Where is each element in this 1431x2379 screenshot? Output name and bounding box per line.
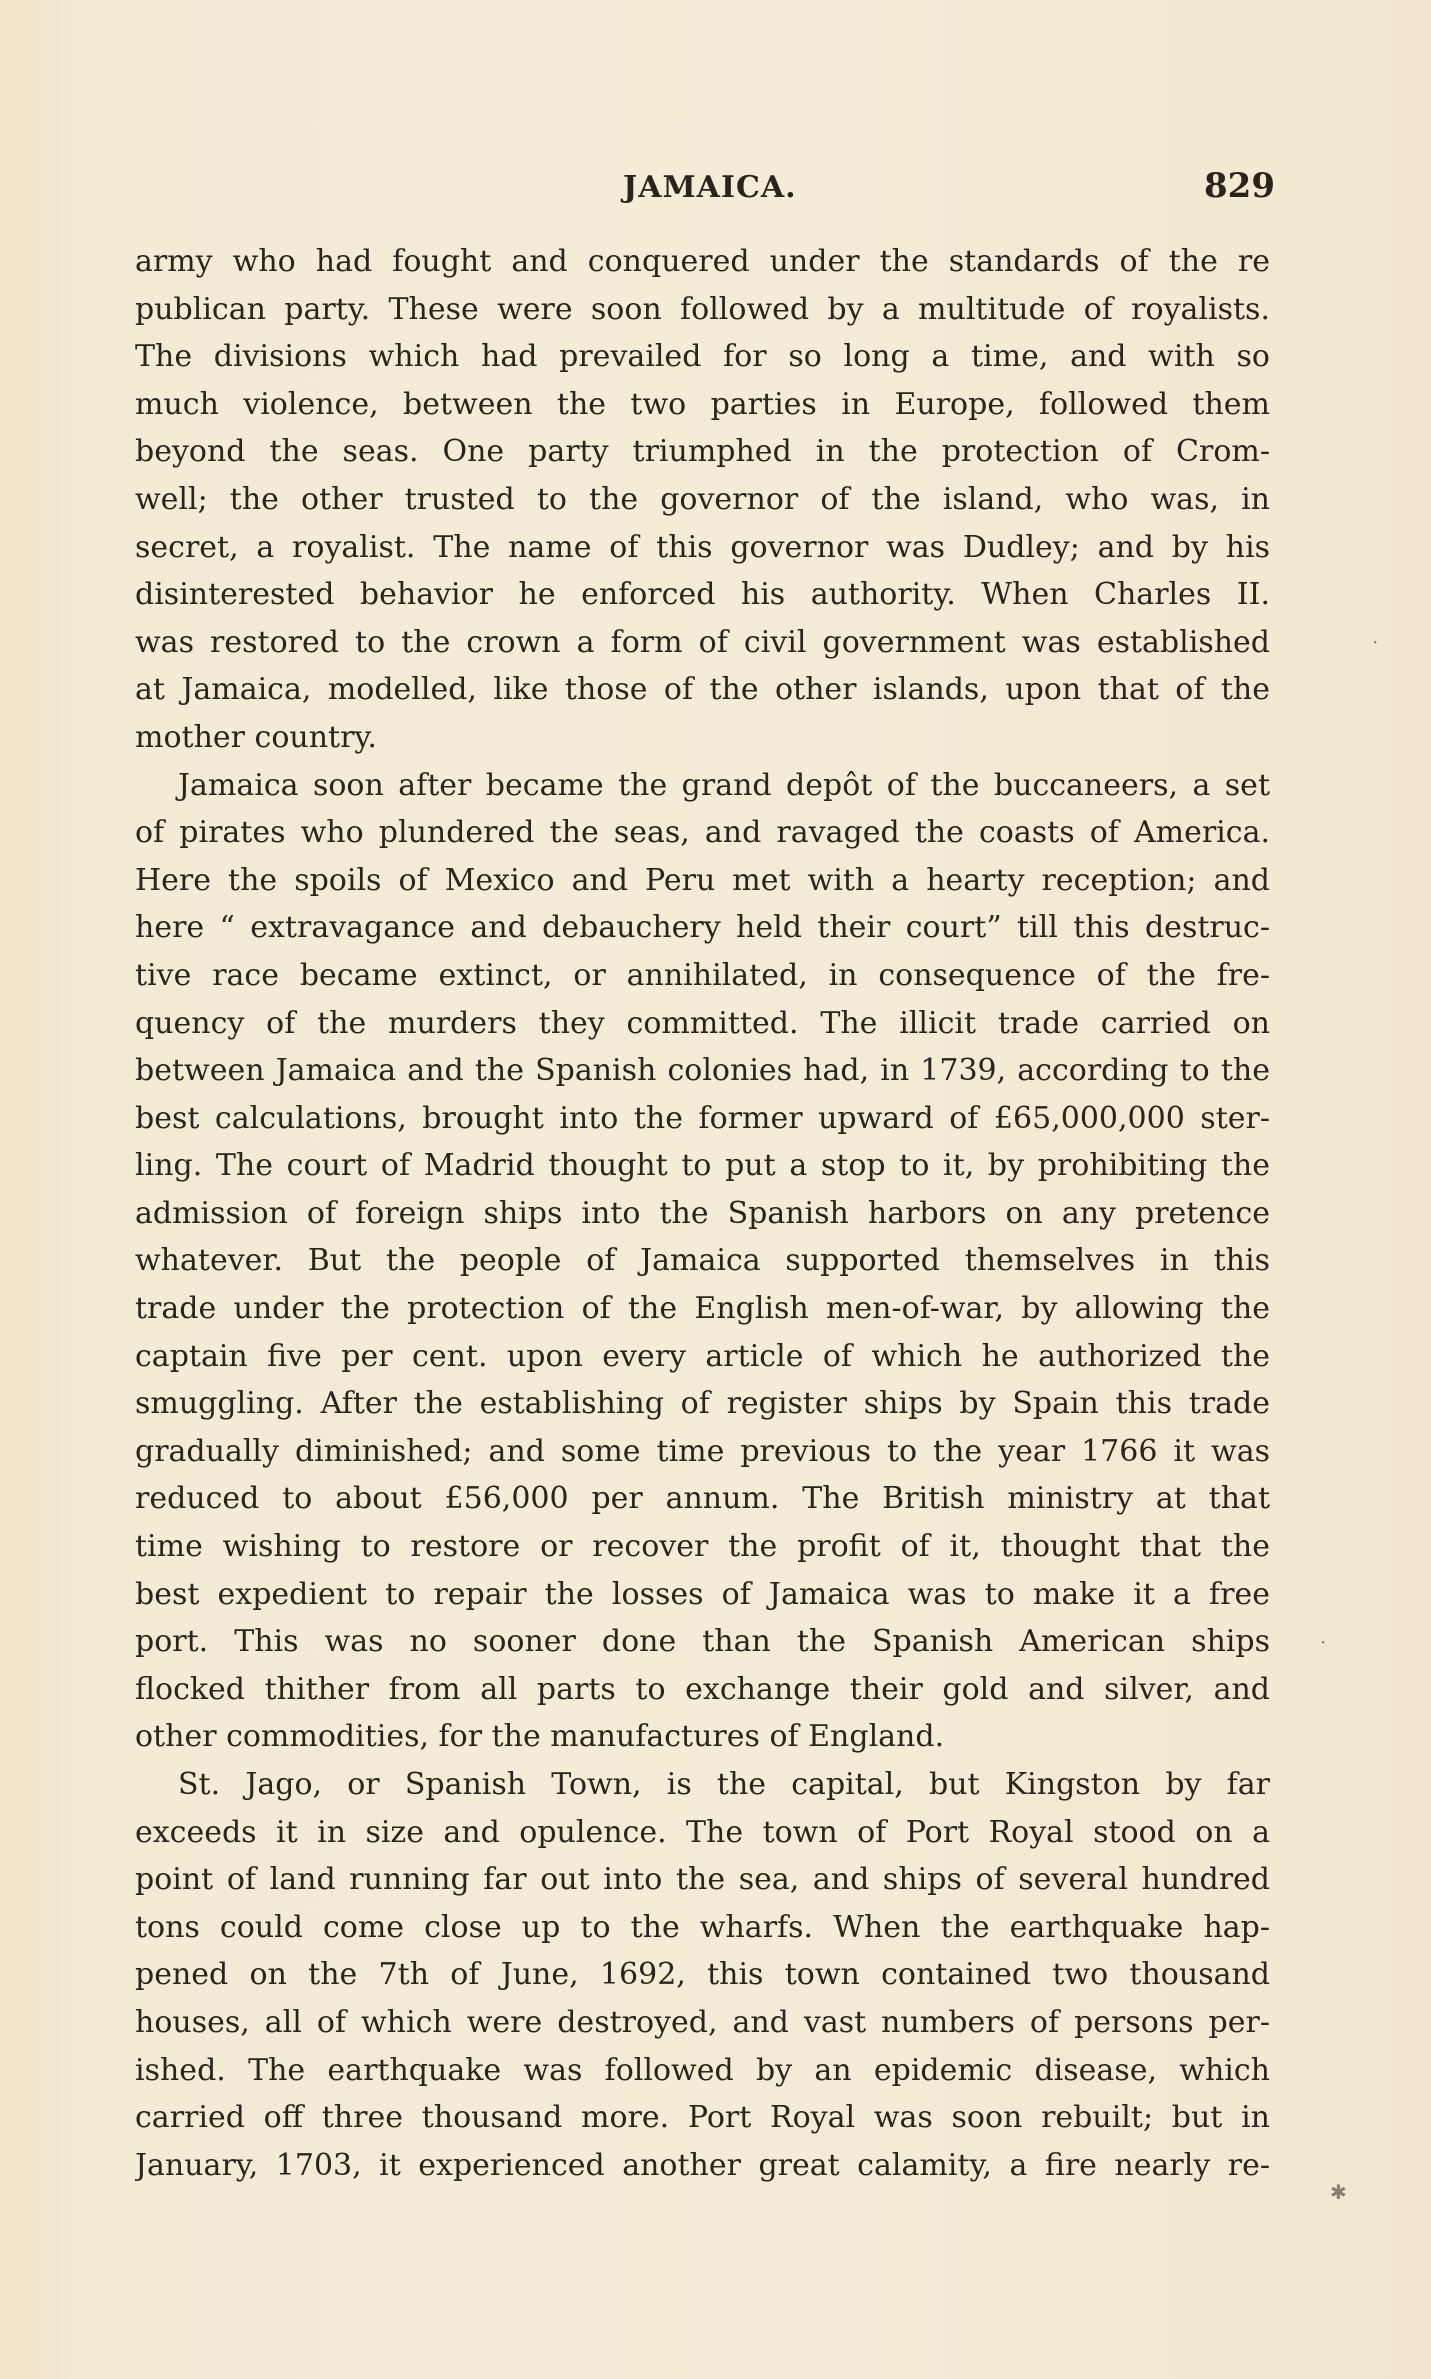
text-line: point of land running far out into the sea, and ships of several hundred <box>135 1862 1270 1898</box>
paragraph <box>135 238 1270 762</box>
body-text <box>135 238 1270 2189</box>
text-line: here “ extravagance and debauchery held their court” till this destruc- <box>135 910 1270 946</box>
text-line: ling. The court of Madrid thought to put a stop to it, by prohibiting the <box>135 1148 1270 1184</box>
text-line: January, 1703, it experienced another great calamity, a fire nearly re- <box>135 2147 1270 2183</box>
text-line: beyond the seas. One party triumphed in the protection of Crom- <box>135 434 1270 470</box>
text-line: smuggling. After the establishing of register ships by Spain this trade <box>135 1386 1270 1422</box>
text-line: St. Jago, or Spanish Town, is the capital, but Kingston by far <box>178 1767 1270 1802</box>
text-line: time wishing to restore or recover the profit of it, thought that the <box>135 1529 1270 1565</box>
text-line: much violence, between the two parties in Europe, followed them <box>135 386 1270 422</box>
text-line: Jamaica soon after became the grand depôt of the buccaneers, a set <box>178 767 1270 803</box>
paragraph <box>135 762 1270 1761</box>
text-line: whatever. But the people of Jamaica supported themselves in this <box>135 1243 1270 1279</box>
text-line: reduced to about £56,000 per annum. The British ministry at that <box>135 1481 1270 1517</box>
text-line: mother country. <box>135 719 377 755</box>
margin-mark: ✱ <box>1330 2180 1347 2204</box>
text-line: well; the other trusted to the governor of the island, who was, in <box>135 481 1270 517</box>
text-line: of pirates who plundered the seas, and ravaged the coasts of America. <box>135 815 1270 851</box>
text-line: publican party. These were soon followed by a multitude of royalists. <box>135 291 1270 327</box>
text-line: captain five per cent. upon every article of which he authorized the <box>135 1338 1270 1374</box>
text-line: houses, all of which were destroyed, and vast numbers of persons per- <box>135 2004 1270 2040</box>
page-header <box>135 160 1275 210</box>
text-line: trade under the protection of the English men-of-war, by allowing the <box>135 1291 1270 1327</box>
text-line: disinterested behavior he enforced his authority. When Charles II. <box>135 577 1270 613</box>
page-number: 829 <box>1204 166 1275 206</box>
text-line: other commodities, for the manufactures of England. <box>135 1719 945 1755</box>
text-line: secret, a royalist. The name of this governor was Dudley; and by his <box>135 529 1270 565</box>
text-line: between Jamaica and the Spanish colonies had, in 1739, according to the <box>135 1053 1270 1089</box>
text-line: at Jamaica, modelled, like those of the other islands, upon that of the <box>135 672 1270 708</box>
text-line: was restored to the crown a form of civil government was established <box>135 624 1270 660</box>
text-line: quency of the murders they committed. The illicit trade carried on <box>135 1005 1270 1041</box>
text-line: army who had fought and conquered under the standards of the re <box>135 244 1270 279</box>
text-line: Here the spoils of Mexico and Peru met with a hearty reception; and <box>135 862 1270 898</box>
text-line: flocked thither from all parts to exchange their gold and silver, and <box>135 1671 1270 1707</box>
text-line: port. This was no sooner done than the Spanish American ships <box>135 1624 1270 1660</box>
text-line: admission of foreign ships into the Spanish harbors on any pretence <box>135 1195 1270 1231</box>
text-line: ished. The earthquake was followed by an epidemic disease, which <box>135 2052 1270 2088</box>
text-line: best expedient to repair the losses of Jamaica was to make it a free <box>135 1576 1270 1612</box>
text-line: exceeds it in size and opulence. The town of Port Royal stood on a <box>135 1814 1270 1850</box>
text-line: tive race became extinct, or annihilated, in consequence of the fre- <box>135 957 1270 993</box>
paragraph <box>135 1761 1270 2189</box>
margin-mark: · <box>1320 1630 1327 1654</box>
text-line: tons could come close up to the wharfs. When the earthquake hap- <box>135 1909 1270 1945</box>
margin-mark: · <box>1372 630 1379 654</box>
text-line: The divisions which had prevailed for so long a time, and with so <box>135 339 1270 375</box>
text-line: carried off three thousand more. Port Royal was soon rebuilt; but in <box>135 2100 1270 2136</box>
text-line: best calculations, brought into the former upward of £65,000,000 ster- <box>135 1100 1270 1136</box>
text-line: pened on the 7th of June, 1692, this town contained two thousand <box>135 1957 1270 1993</box>
running-title: JAMAICA. <box>623 170 797 205</box>
text-line: gradually diminished; and some time previous to the year 1766 it was <box>135 1433 1270 1469</box>
